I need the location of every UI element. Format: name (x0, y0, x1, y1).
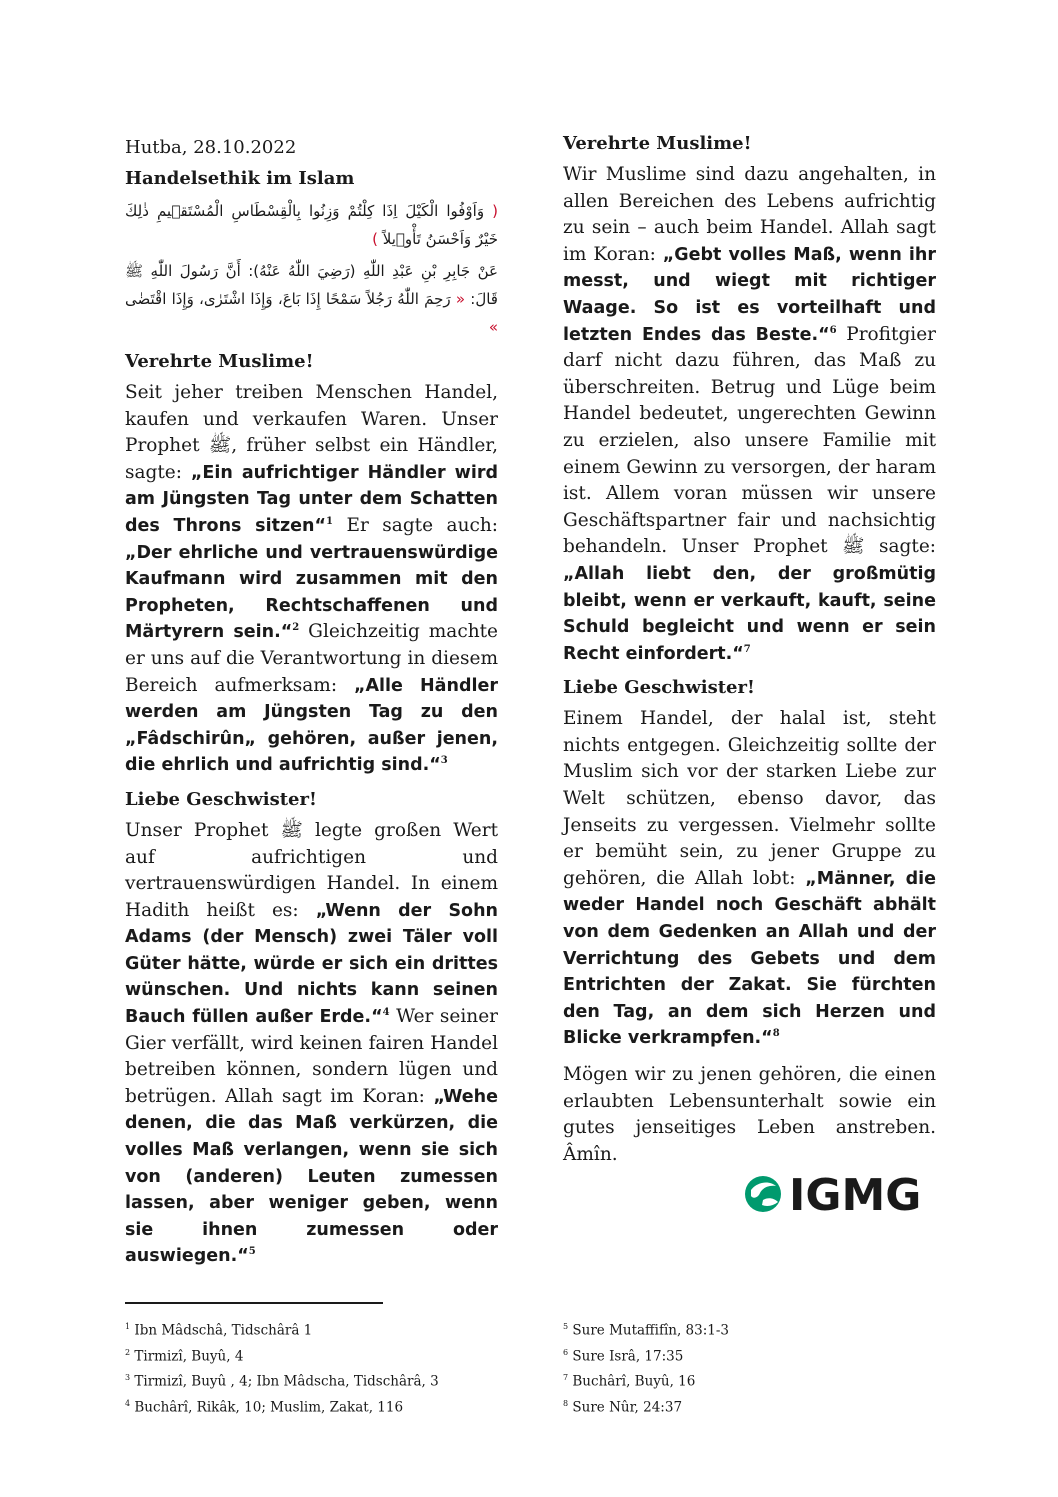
arabic-hadith (125, 257, 498, 341)
footnote-text: Ibn Mâdschâ, Tidschârâ 1 (134, 1322, 313, 1339)
quote: „Wenn der Sohn Adams (der Mensch) zwei Täler voll Güter hätte, würde er sich ein drittes wünschen. Und nichts kann seinen Bauch füllen außer Erde.“ (125, 900, 498, 1028)
salawat-glyph: ﷺ (280, 819, 303, 841)
salawat-glyph: ﷺ (842, 536, 865, 558)
footnote-item (563, 1393, 893, 1419)
salawat-glyph: ﷺ (208, 435, 232, 457)
footnotes-right (563, 1316, 893, 1418)
arabic-verse (125, 197, 498, 253)
date-line: Hutba, 28.10.2022 (125, 137, 297, 158)
footnote-number: 3 (125, 1373, 131, 1382)
footnote-ref[interactable]: 4 (382, 1006, 390, 1018)
quote: „Gebt volles Maß, wenn ihr messt, und wiegt mit richtiger Waage. So ist es vorteilhaft und letzten Endes das Beste.“ (563, 244, 936, 345)
text: Unser Prophet (125, 819, 281, 841)
quote: „Der ehrliche und vertrauenswürdige Kaufmann wird zusammen mit den Propheten, Rechtschaffenen und Märtyrern sein.“ (125, 542, 498, 643)
hadith-intro: عَنْ جَابِرِ بْنِ عَبْدِ اللّٰهِ (رَضِيَ اللّٰهُ عَنْهُ): أَنَّ رَسُولَ اللّٰهِ ﷺ قَالَ: (125, 262, 498, 308)
logo-globe-icon (745, 1176, 781, 1212)
verse-text: وَاَوْفُوا الْكَيْلَ اِذَا كِلْتُمْ وَزِنُوا بِالْقِسْطَاسِ الْمُسْتَق۪يمِ ذٰلِكَ خَيْرٌ وَاَحْسَنُ تَأْو۪يلاً (125, 202, 498, 248)
right-column (563, 133, 936, 1178)
text: Profitgier darf nicht dazu führen, das Maß zu überschreiten. Betrug und Lüge beim Handel bedeutet, ungerechten Gewinn zu erzielen, also unsere Familie mit einem Gewinn zu versorgen, der haram ist. Allem voran müssen wir unsere Geschäftspartner fair und nachsichtig behandeln. Unser Prophet (563, 323, 936, 558)
closing-paragraph: Mögen wir zu jenen gehören, die einen erlaubten Lebensunterhalt sowie ein gutes jenseitiges Leben anstreben. Âmîn. (563, 1064, 936, 1165)
hadith-quote-close: » (488, 318, 498, 336)
text: Wir Muslime sind dazu angehalten, in allen Bereichen des Lebens aufrichtig zu sein – auch beim Handel. Allah sagt im Koran: (563, 164, 936, 265)
text: Er sagte auch: (332, 514, 498, 536)
left-column (125, 133, 498, 1280)
footnote-ref[interactable]: 2 (292, 622, 300, 634)
quote: „Männer, die weder Handel noch Geschäft abhält von dem Gedenken an Allah und der Verrichtung des Gebets und dem Entrichten der Zakat. Sie fürchten den Tag, an dem sich Herzen und Blicke verkrampfen.“ (563, 868, 936, 1049)
sermon-title: Handelsethik im Islam (125, 168, 355, 189)
footnote-number: 8 (563, 1398, 569, 1408)
section-heading: Verehrte Muslime! (563, 133, 752, 154)
text: Wer seiner Gier verfällt, wird keinen fairen Handel betreiben können, sondern lügen und betrügen. Allah sagt im Koran: (125, 1006, 498, 1107)
quote: „Wehe denen, die das Maß verkürzen, die volles Maß verlangen, wenn sie sich von (anderen) Leuten zumessen lassen, aber weniger geben, wenn sie ihnen zumessen oder auswiegen.“ (125, 1086, 498, 1267)
text: Seit jeher treiben Menschen Handel, kaufen und verkaufen Waren. Unser Prophet (125, 382, 498, 457)
hadith-quote-open: « (455, 290, 466, 308)
footnote-text: Sure Isrâ, 17:35 (572, 1348, 684, 1364)
section-heading: Liebe Geschwister! (125, 788, 317, 810)
footnote-text: Buchârî, Buyû, 16 (572, 1373, 696, 1390)
footnote-text: Buchârî, Rikâk, 10; Muslim, Zakat, 116 (134, 1399, 404, 1415)
text: , früher selbst ein Händler, sagte: (125, 435, 498, 483)
footnote-number: 2 (125, 1347, 131, 1357)
footnote-ref[interactable]: 7 (743, 643, 751, 655)
footnote-number: 4 (125, 1398, 131, 1408)
hadith-text: رَحِمَ اللّٰهُ رَجُلاً سَمْحًا إِذَا بَاعَ، وَإِذَا اشْتَرٰى، وَإِذَا اقْتَضٰى (125, 290, 451, 308)
igmg-logo (743, 1170, 935, 1218)
footnote-number: 5 (563, 1322, 569, 1331)
footnote-ref[interactable]: 3 (440, 755, 448, 767)
footnote-ref[interactable]: 6 (829, 324, 837, 336)
footnote-item (125, 1342, 455, 1368)
footnote-text: Tirmizî, Buyû, 4 (134, 1348, 244, 1364)
footnote-text: Sure Mutaffifîn, 83:1-3 (572, 1322, 730, 1339)
footnote-item (563, 1367, 893, 1393)
text: legte großen Wert auf aufrichtigen und vertrauenswürdigen Handel. In einem Hadith heißt es: (125, 819, 498, 921)
footnote-number: 7 (563, 1373, 569, 1382)
footnote-text: Tirmizî, Buyû , 4; Ibn Mâdscha, Tidschârâ, 3 (134, 1373, 439, 1390)
paragraph (125, 818, 498, 1270)
footnote-item (563, 1316, 893, 1342)
verse-bracket-open: ( (492, 202, 498, 220)
footnote-ref[interactable]: 8 (772, 1028, 780, 1040)
footnote-text: Sure Nûr, 24:37 (572, 1399, 683, 1415)
logo-wordmark: IGMG (789, 1170, 922, 1218)
paragraph (563, 162, 936, 667)
footnote-item (125, 1367, 455, 1393)
footnote-number: 1 (125, 1322, 131, 1331)
quote: „Allah liebt den, der großmütig bleibt, wenn er verkauft, kauft, seine Schuld begleicht und wenn er sein Recht einfordert.“ (563, 563, 936, 664)
quote: „Ein aufrichtiger Händler wird am Jüngsten Tag unter dem Schatten des Throns sitzen“ (125, 462, 498, 536)
footnote-ref[interactable]: 1 (325, 515, 333, 527)
footnote-divider (125, 1302, 383, 1304)
section-heading: Liebe Geschwister! (563, 677, 755, 699)
footnote-item (125, 1393, 455, 1419)
section-heading: Verehrte Muslime! (125, 351, 314, 372)
paragraph (125, 380, 498, 779)
verse-bracket-close: ) (372, 230, 378, 248)
footnote-item (563, 1342, 893, 1368)
text: Einem Handel, der halal ist, steht nichts entgegen. Gleichzeitig sollte der Muslim sich vor der starken Liebe zur Welt schützen, ebenso davor, das Jenseits zu vergessen. Vielmehr sollte er bemüht sein, zu jener Gruppe zu gehören, die Allah lobt: (563, 708, 936, 889)
footnotes-left (125, 1316, 455, 1418)
text: Gleichzeitig machte er uns auf die Verantwortung in diesem Bereich aufmerksam: (125, 621, 498, 696)
quote: „Alle Händler werden am Jüngsten Tag zu den „Fâdschirûn„ gehören, außer jenen, die ehrlich und aufrichtig sind.“ (125, 675, 498, 776)
paragraph (563, 706, 936, 1052)
text: sagte: (864, 536, 936, 558)
footnote-number: 6 (563, 1347, 569, 1357)
footnote-ref[interactable]: 5 (248, 1246, 256, 1258)
footnote-item (125, 1316, 455, 1342)
